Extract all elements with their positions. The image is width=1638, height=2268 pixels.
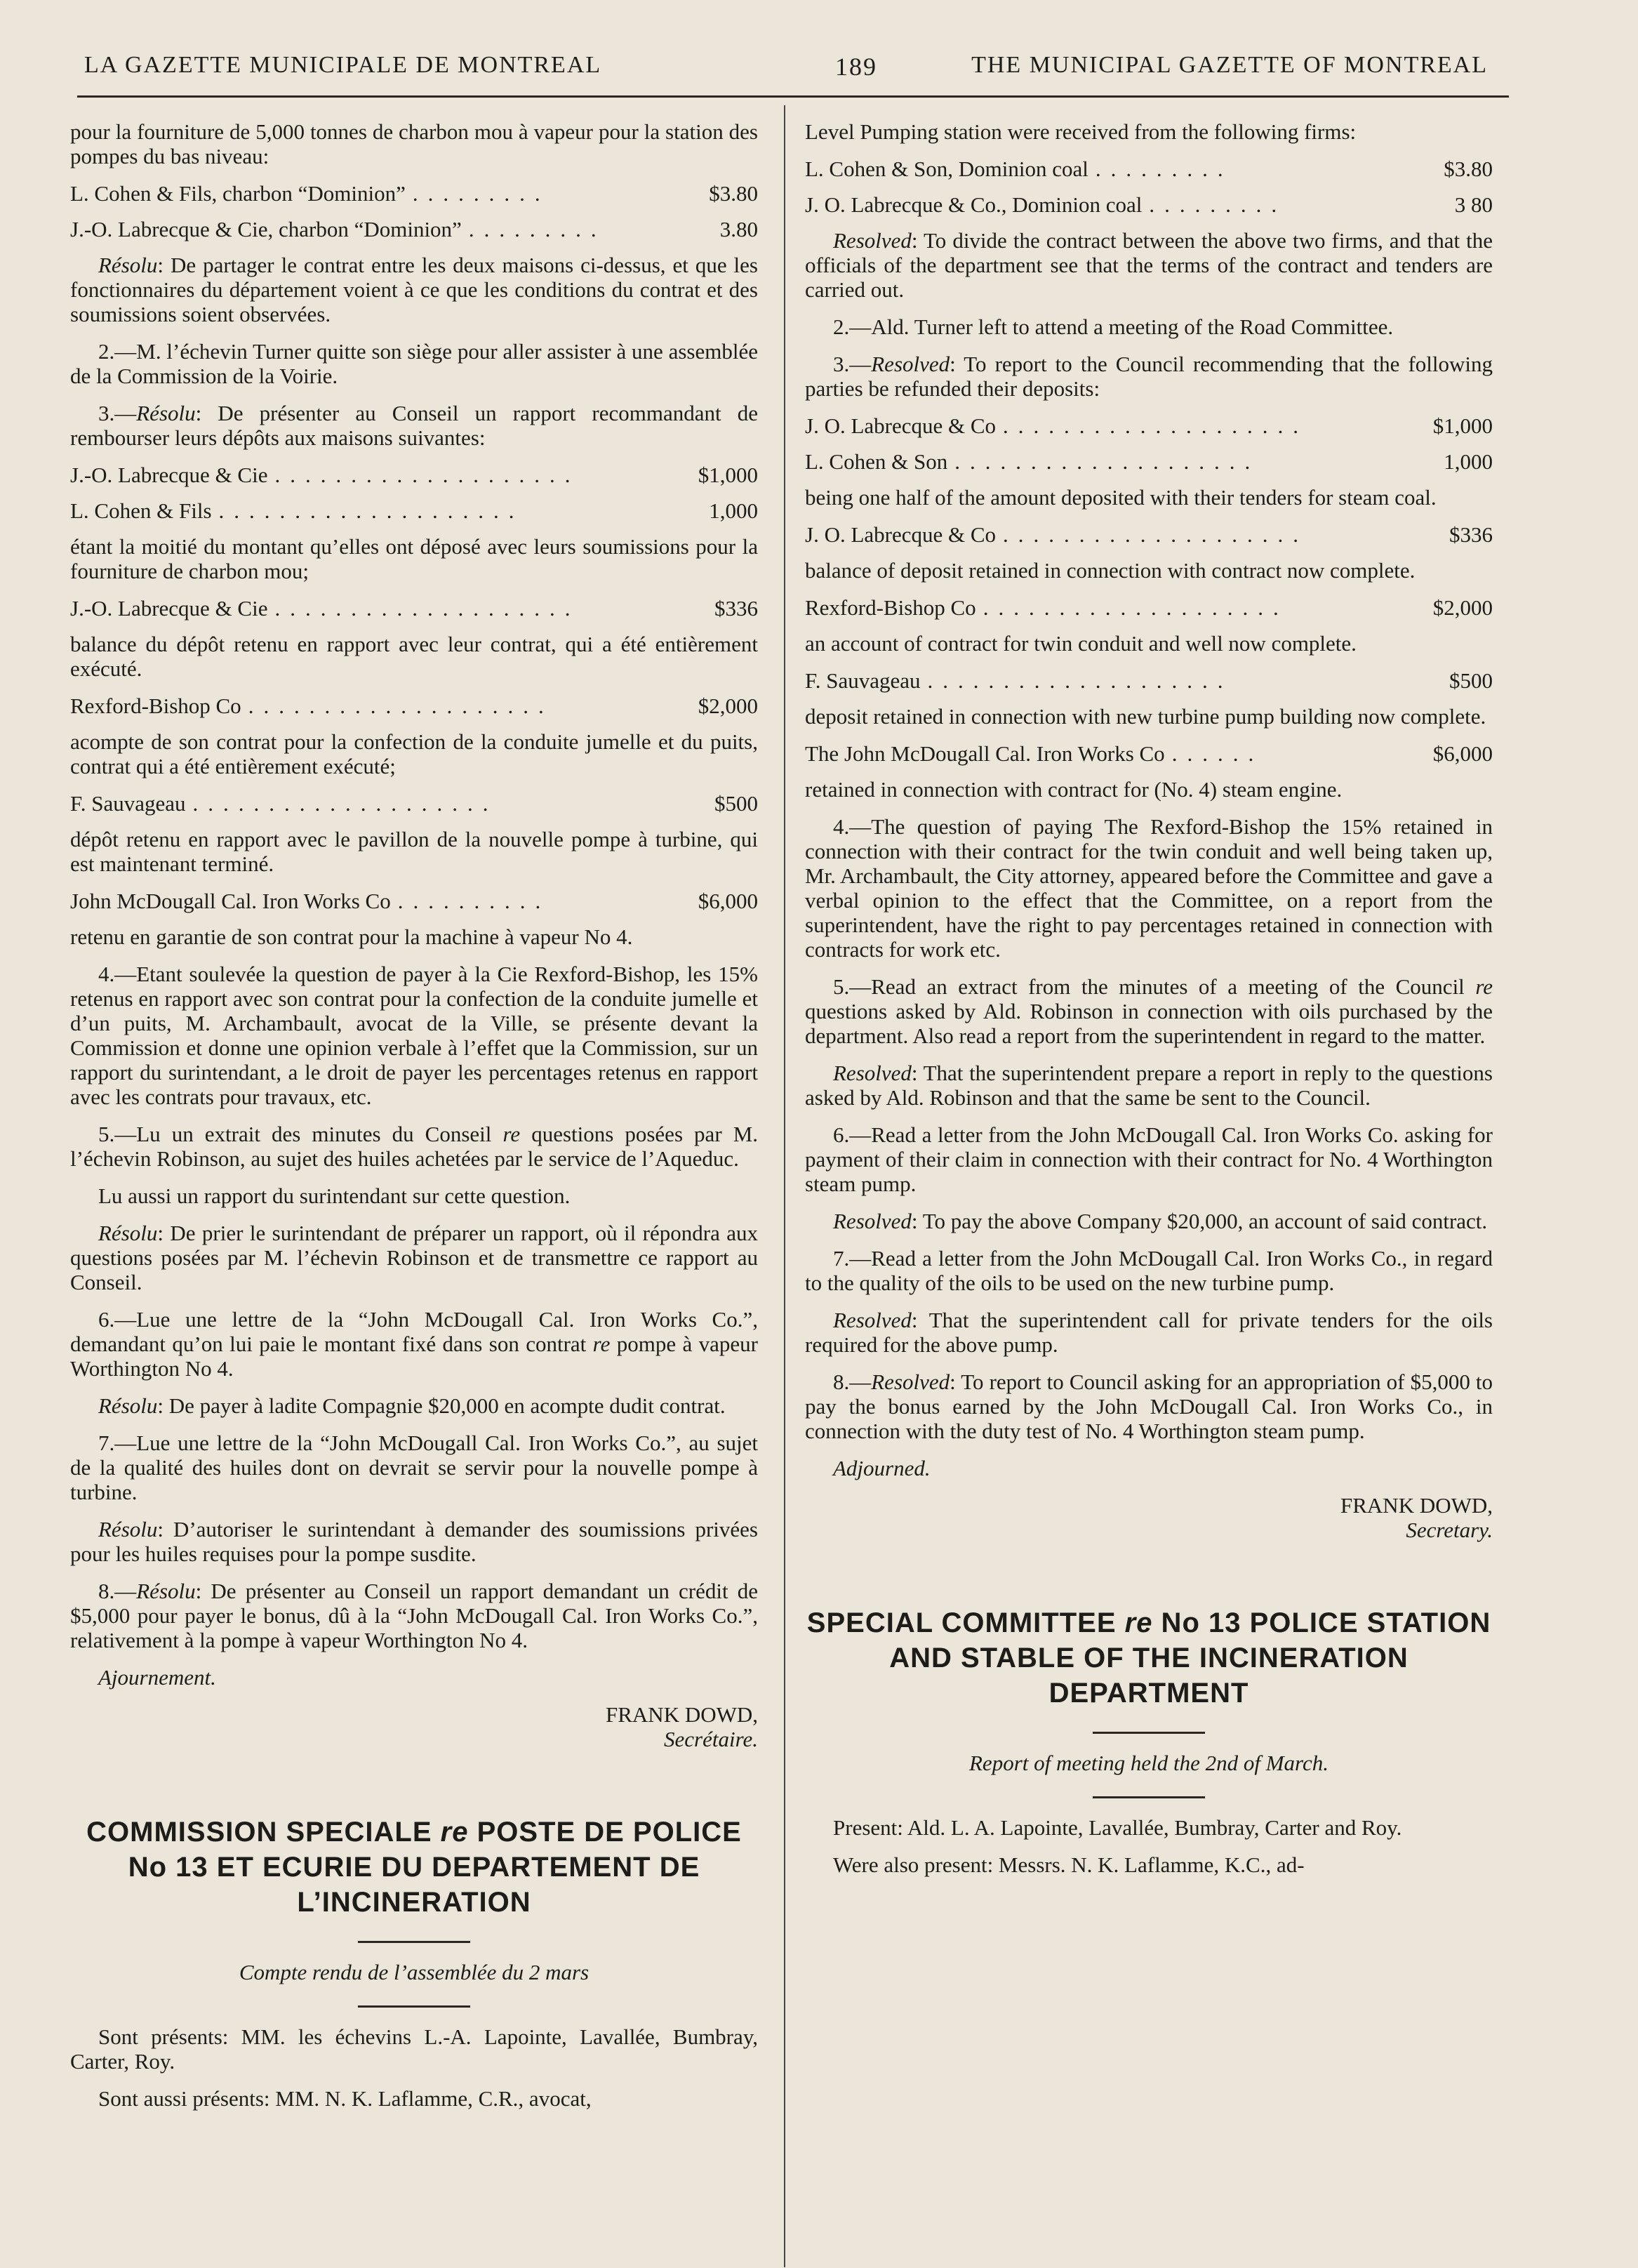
column-divider <box>784 105 785 2267</box>
bid-row: J.-O. Labrecque & Cie, charbon “Dominion” ......... 3.80 <box>70 217 758 241</box>
subheading-rule <box>1093 1796 1205 1798</box>
page-number: 189 <box>835 53 877 81</box>
refund-row: L. Cohen & Fils .................... 1,000 <box>70 498 758 523</box>
refund-note: acompte de son contrat pour la confection de la conduite jumelle et du puits, contrat qui a été entièrement exécuté; <box>70 729 758 778</box>
adjournment: Adjourned. <box>833 1456 931 1480</box>
refund-note: an account of contract for twin conduit and well now complete. <box>805 631 1357 656</box>
refund-row: F. Sauvageau .................... $500 <box>805 668 1493 693</box>
item-paragraph: Lu aussi un rapport du surintendant sur cette question. <box>98 1183 571 1208</box>
refund-row: J. O. Labrecque & Co .................... $1,000 <box>805 413 1493 438</box>
english-column <box>805 119 1493 1890</box>
section-subheading: Report of meeting held the 2nd of March. <box>969 1751 1329 1775</box>
item-paragraph: 3.—Résolu: De présenter au Conseil un rapport recommandant de rembourser leurs dépôts aux maisons suivantes: <box>70 401 758 450</box>
item-paragraph: 2.—M. l’échevin Turner quitte son siège pour aller assister à une assemblée de la Commission de la Voirie. <box>70 339 758 388</box>
signature-name: FRANK DOWD, <box>606 1702 758 1727</box>
adjournment: Ajournement. <box>98 1665 216 1690</box>
attendance-paragraph: Sont aussi présents: MM. N. K. Laflamme, C.R., avocat, <box>98 2086 592 2111</box>
refund-row: John McDougall Cal. Iron Works Co .......... $6,000 <box>70 889 758 913</box>
item-paragraph: 8.—Resolved: To report to Council asking for an appropriation of $5,000 to pay the bonus earned by the John McDougall Cal. Iron Works Co., in connection with the duty test of No. 4 Worthington steam pump. <box>805 1370 1493 1443</box>
section-heading: COMMISSION SPECIALE re POSTE DE POLICE No 13 ET ECURIE DU DEPARTEMENT DE L’INCINERATION <box>86 1817 742 1918</box>
item-paragraph: 5.—Read an extract from the minutes of a meeting of the Council re questions asked by Ald. Robinson in connection with oils purchased by the department. Also read a report from the superintendent in regard to the matter. <box>805 974 1493 1048</box>
refund-note: dépôt retenu en rapport avec le pavillon de la nouvelle pompe à turbine, qui est maintenant terminé. <box>70 827 758 876</box>
signature <box>70 1702 758 1751</box>
bid-amount: 3.80 <box>719 217 758 241</box>
page-header <box>84 46 1488 88</box>
signature-title: Secrétaire. <box>664 1727 758 1751</box>
attendance-paragraph: Were also present: Messrs. N. K. Laflamme, K.C., ad- <box>833 1852 1305 1877</box>
subheading-rule <box>358 2005 470 2008</box>
signature-title: Secretary. <box>1406 1518 1493 1542</box>
resolution-paragraph: Resolved: That the superintendent prepare a report in reply to the questions asked by Ald. Robinson and that the same be sent to the Council. <box>805 1061 1493 1110</box>
item-paragraph: 8.—Résolu: De présenter au Conseil un rapport demandant un crédit de $5,000 pour payer le bonus, dû à la “John McDougall Cal. Iron Works Co.”, relativement à la pompe à vapeur Worthington No 4. <box>70 1579 758 1652</box>
item-paragraph: 5.—Lu un extrait des minutes du Conseil re questions posées par M. l’échevin Robinson, au sujet des huiles achetées par le service de l’Aqueduc. <box>70 1122 759 1171</box>
item-paragraph: 7.—Lue une lettre de la “John McDougall Cal. Iron Works Co.”, au sujet de la qualité des huiles dont on devrait se servir pour la nouvelle pompe à turbine. <box>70 1431 758 1504</box>
section-subheading: Compte rendu de l’assemblée du 2 mars <box>239 1960 590 1984</box>
refund-note: balance of deposit retained in connection with contract now complete. <box>805 558 1416 583</box>
refund-row: J. O. Labrecque & Co .................... $336 <box>805 522 1493 547</box>
resolution-paragraph: Resolved: That the superintendent call for private tenders for the oils required for the above pump. <box>805 1308 1493 1357</box>
refund-note: being one half of the amount deposited with their tenders for steam coal. <box>805 485 1437 510</box>
resolution-paragraph: Résolu: De partager le contrat entre les deux maisons ci-dessus, et que les fonctionnaires du département voient à ce que les conditions du contrat et des soumissions soient observées. <box>70 253 758 326</box>
refund-row: J.-O. Labrecque & Cie .................... $1,000 <box>70 463 758 487</box>
section-heading: SPECIAL COMMITTEE re No 13 POLICE STATION AND STABLE OF THE INCINERATION DEPARTMENT <box>806 1607 1491 1709</box>
bid-row: L. Cohen & Son, Dominion coal ......... $3.80 <box>805 157 1493 181</box>
signature-name: FRANK DOWD, <box>1340 1493 1493 1518</box>
heading-rule <box>1093 1732 1205 1734</box>
refund-row: L. Cohen & Son .................... 1,000 <box>805 449 1493 474</box>
intro-text: Level Pumping station were received from the following firms: <box>805 119 1357 144</box>
bid-row: L. Cohen & Fils, charbon “Dominion” ......... $3.80 <box>70 181 758 206</box>
header-rule <box>77 95 1509 98</box>
refund-note: retained in connection with contract for (No. 4) steam engine. <box>805 777 1343 802</box>
refund-row: Rexford-Bishop Co .................... $2,000 <box>805 595 1493 620</box>
item-paragraph: 2.—Ald. Turner left to attend a meeting of the Road Committee. <box>833 314 1394 339</box>
refund-note: étant la moitié du montant qu’elles ont déposé avec leurs soumissions pour la fourniture de charbon mou; <box>70 534 758 583</box>
refund-row: F. Sauvageau .................... $500 <box>70 791 758 816</box>
bid-row: J. O. Labrecque & Co., Dominion coal ......... 3 80 <box>805 192 1493 217</box>
item-paragraph: 6.—Lue une lettre de la “John McDougall Cal. Iron Works Co.”, demandant qu’on lui paie le montant fixé dans son contrat re pompe à vapeur Worthington No 4. <box>70 1307 758 1381</box>
refund-note: deposit retained in connection with new turbine pump building now complete. <box>805 704 1486 729</box>
intro-text: pour la fourniture de 5,000 tonnes de charbon mou à vapeur pour la station des pompes du bas niveau: <box>70 119 758 168</box>
attendance-paragraph: Sont présents: MM. les échevins L.-A. Lapointe, Lavallée, Bumbray, Carter, Roy. <box>70 2024 758 2074</box>
bid-amount: $3.80 <box>709 181 758 206</box>
item-paragraph: 7.—Read a letter from the John McDougall Cal. Iron Works Co., in regard to the quality of the oils to be used on the new turbine pump. <box>805 1246 1493 1295</box>
refund-row: The John McDougall Cal. Iron Works Co ...... $6,000 <box>805 741 1493 766</box>
resolution-paragraph: Résolu: De prier le surintendant de préparer un rapport, où il répondra aux questions posées par M. l’échevin Robinson et de transmettre ce rapport au Conseil. <box>70 1221 758 1294</box>
resolution-paragraph: Resolved: To divide the contract between the above two firms, and that the officials of the department see that the terms of the contract and tenders are carried out. <box>805 228 1493 302</box>
item-paragraph: 3.—Resolved: To report to the Council recommending that the following parties be refunded their deposits: <box>805 352 1493 401</box>
signature <box>805 1493 1493 1542</box>
resolution-paragraph: Résolu: D’autoriser le surintendant à demander des soumissions privées pour les huiles requises pour la pompe susdite. <box>70 1517 758 1566</box>
refund-note: retenu en garantie de son contrat pour la machine à vapeur No 4. <box>70 924 633 949</box>
refund-note: balance du dépôt retenu en rapport avec leur contrat, qui a été entièrement exécuté. <box>70 632 758 681</box>
bid-name: L. Cohen & Fils, charbon “Dominion” <box>70 181 406 206</box>
header-french-title: LA GAZETTE MUNICIPALE DE MONTREAL <box>84 52 602 78</box>
attendance-paragraph: Present: Ald. L. A. Lapointe, Lavallée, Bumbray, Carter and Roy. <box>833 1815 1402 1840</box>
resolution-paragraph: Résolu: De payer à ladite Compagnie $20,000 en acompte dudit contrat. <box>98 1393 726 1418</box>
header-english-title: THE MUNICIPAL GAZETTE OF MONTREAL <box>971 52 1488 78</box>
resolution-paragraph: Resolved: To pay the above Company $20,000, an account of said contract. <box>833 1209 1488 1233</box>
refund-row: J.-O. Labrecque & Cie .................... $336 <box>70 596 758 621</box>
heading-rule <box>358 1941 470 1943</box>
item-paragraph: 4.—The question of paying The Rexford-Bishop the 15% retained in connection with their contract for the twin conduit and well being taken up, Mr. Archambault, the City attorney, appeared before the Committee and gave a verbal opinion to the effect that the Committee, on a report from the superintendent, have the right to pay percentages retained in connection with contracts for work etc. <box>805 814 1493 962</box>
bid-name: J.-O. Labrecque & Cie, charbon “Dominion” <box>70 217 462 241</box>
french-column <box>70 119 758 2123</box>
item-paragraph: 4.—Etant soulevée la question de payer à la Cie Rexford-Bishop, les 15% retenus en rapport avec son contrat pour la confection de la conduite jumelle et d’un puits, M. Archambault, avocat de la Ville, se présente devant la Commission et donne une opinion verbale à l’effet que la Commission, sur un rapport du surintendant, a le droit de payer les percentages retenus en rapport avec les contrats pour travaux, etc. <box>70 962 758 1109</box>
refund-row: Rexford-Bishop Co .................... $2,000 <box>70 694 758 718</box>
item-paragraph: 6.—Read a letter from the John McDougall Cal. Iron Works Co. asking for payment of their claim in connection with their contract for No. 4 Worthington steam pump. <box>805 1122 1493 1196</box>
